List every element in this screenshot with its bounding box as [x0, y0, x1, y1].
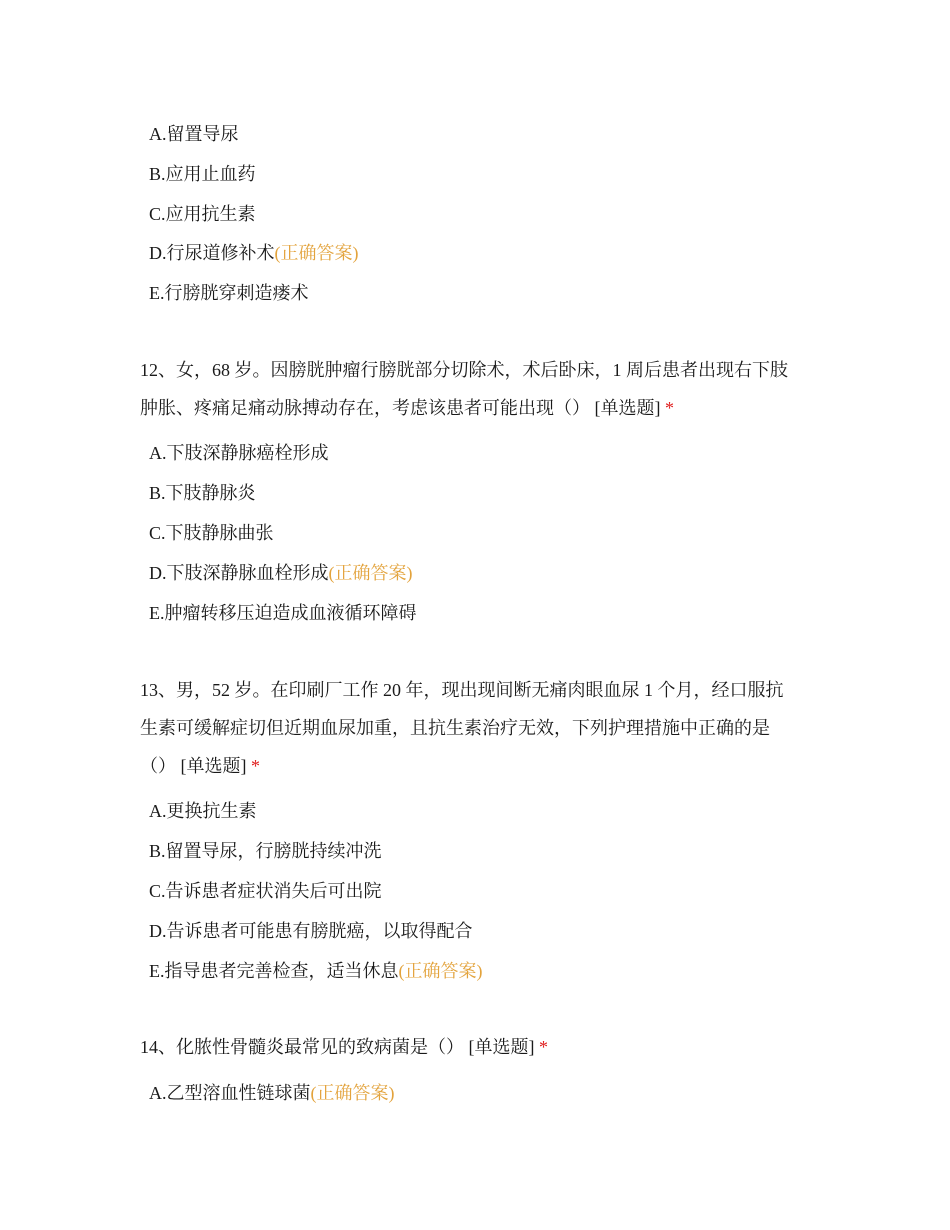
correct-answer-tag: (正确答案): [274, 243, 359, 263]
q13-stem-line-2: 生素可缓解症切但近期血尿加重，且抗生素治疗无效，下列护理措施中正确的是: [140, 718, 770, 738]
option-text: A.下肢深静脉癌栓形成: [149, 443, 329, 463]
q13-stem-line-3: [140, 754, 260, 778]
q11-option-a[interactable]: [149, 122, 239, 146]
q12-option-d[interactable]: [149, 561, 413, 585]
option-text: B.下肢静脉炎: [149, 483, 256, 503]
question-text: 14、化脓性骨髓炎最常见的致病菌是（） [单选题]: [140, 1037, 535, 1057]
option-text: C.应用抗生素: [149, 204, 256, 224]
q13-option-b[interactable]: [149, 839, 382, 863]
option-text: E.指导患者完善检查，适当休息: [149, 961, 399, 981]
option-text: B.留置导尿，行膀胱持续冲洗: [149, 841, 382, 861]
required-mark: *: [665, 398, 674, 418]
correct-answer-tag: (正确答案): [398, 961, 483, 981]
q13-option-a[interactable]: [149, 799, 257, 823]
q12-option-a[interactable]: [149, 441, 329, 465]
q13-option-c[interactable]: [149, 879, 382, 903]
q11-option-e[interactable]: [149, 281, 309, 305]
correct-answer-tag: (正确答案): [310, 1083, 395, 1103]
option-text: C.告诉患者症状消失后可出院: [149, 881, 382, 901]
q11-option-d[interactable]: [149, 241, 359, 265]
q13-option-e[interactable]: [149, 959, 483, 983]
option-text: E.肿瘤转移压迫造成血液循环障碍: [149, 603, 417, 623]
q12-option-e[interactable]: [149, 601, 417, 625]
q12-option-c[interactable]: [149, 521, 274, 545]
correct-answer-tag: (正确答案): [328, 563, 413, 583]
q12-option-b[interactable]: [149, 481, 256, 505]
q13-option-d[interactable]: [149, 919, 473, 943]
q11-option-c[interactable]: [149, 202, 256, 226]
option-text: D.行尿道修补术: [149, 243, 275, 263]
required-mark: *: [251, 756, 260, 776]
q14-stem-line-1: [140, 1035, 548, 1059]
option-text: D.告诉患者可能患有膀胱癌，以取得配合: [149, 921, 473, 941]
option-text: B.应用止血药: [149, 164, 256, 184]
option-text: E.行膀胱穿刺造瘘术: [149, 283, 309, 303]
q12-stem-line-1: 12、女，68 岁。因膀胱肿瘤行膀胱部分切除术，术后卧床，1 周后患者出现右下肢: [140, 360, 788, 380]
q11-option-b[interactable]: [149, 162, 256, 186]
option-text: A.更换抗生素: [149, 801, 257, 821]
q14-option-a[interactable]: [149, 1081, 395, 1105]
required-mark: *: [539, 1037, 548, 1057]
question-text: （） [单选题]: [140, 756, 247, 776]
question-text: 肿胀、疼痛足痛动脉搏动存在，考虑该患者可能出现（） [单选题]: [140, 398, 661, 418]
q13-stem-line-1: 13、男，52 岁。在印刷厂工作 20 年，现出现间断无痛肉眼血尿 1 个月，经口服抗: [140, 680, 784, 700]
option-text: C.下肢静脉曲张: [149, 523, 274, 543]
option-text: D.下肢深静脉血栓形成: [149, 563, 329, 583]
option-text: A.留置导尿: [149, 124, 239, 144]
q12-stem-line-2: [140, 396, 674, 420]
option-text: A.乙型溶血性链球菌: [149, 1083, 311, 1103]
